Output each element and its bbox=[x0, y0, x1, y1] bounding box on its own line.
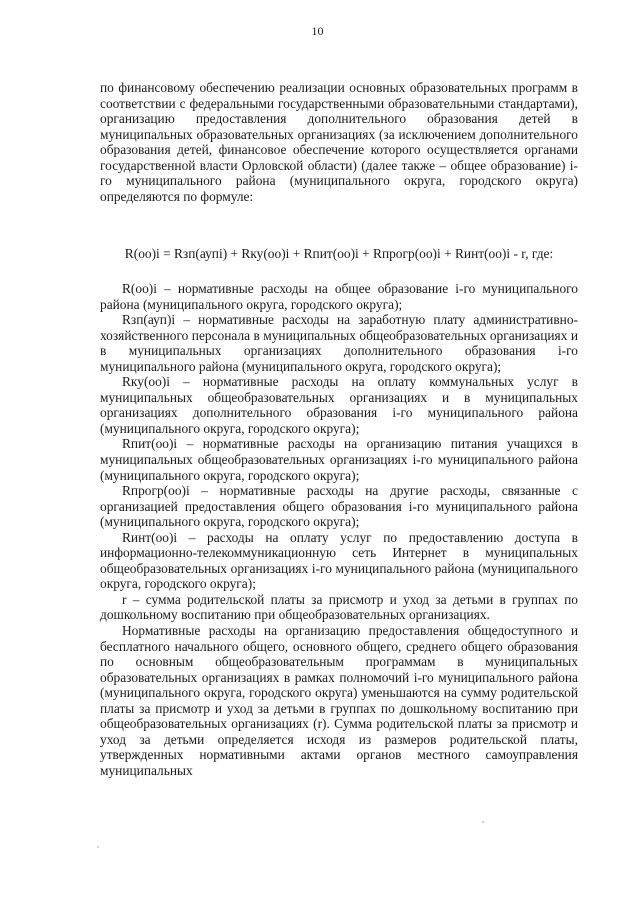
scan-speck bbox=[97, 846, 99, 848]
scan-speck bbox=[482, 821, 484, 823]
definition-r-int-oo: Rинт(оо)i – расходы на оплату услуг по предоставлению доступа в информационно-телекоммуникационную сеть Интернет в муниципальных общеобразовательных организациях i-го муниципального района (муниципального округа, городского округа); bbox=[100, 529, 578, 592]
intro-text: по финансовому обеспечению реализации основных образовательных программ в соответствии с федеральными государственными образовательными стандартами), организацию предоставления дополнительного образования детей в муниципальных образовательных организациях (за исключением дополнительного образования детей, финансовое обеспечение которого осуществляется органами государственной власти Орловской области) (далее также – общее образование) i-го муниципального района (муниципального округа, городского округа) определяются по формуле: bbox=[100, 80, 578, 204]
formula: R(оо)i = Rзп(аупi) + Rку(оо)i + Rпит(оо)i + Rпрогр(оо)i + Rинт(оо)i - r, где: bbox=[124, 246, 554, 261]
definitions-list bbox=[100, 281, 578, 779]
paragraph-normative-expenses: Нормативные расходы на организацию предоставления общедоступного и бесплатного начального общего, основного общего, среднего общего образования по основным общеобразовательным программам в муниципальных образовательных организациях в рамках полномочий i-го муниципального района (муниципального округа, городского округа) уменьшаются на сумму родительской платы за присмотр и уход за детьми в группах по дошкольному воспитанию при общеобразовательных организациях (r). Сумма родительской платы за присмотр и уход за детьми определяется исходя из размеров родительской платы, утвержденных нормативными актами органов местного самоуправления муниципальных bbox=[100, 623, 578, 778]
definition-r-parent-fee: r – сумма родительской платы за присмотр и уход за детьми в группах по дошкольному воспитанию при общеобразовательных организациях. bbox=[100, 591, 578, 623]
definition-r-ku-oo: Rку(оо)i – нормативные расходы на оплату коммунальных услуг в муниципальных общеобразовательных организациях и в муниципальных организациях дополнительного образования i-го муниципального района (муниципального округа, городского округа); bbox=[100, 374, 578, 436]
definition-r-progr-oo: Rпрогр(оо)i – нормативные расходы на другие расходы, связанные с организацией предоставления общего образования i-го муниципального района (муниципального округа, городского округа); bbox=[100, 483, 578, 530]
intro-paragraph bbox=[100, 80, 578, 204]
definition-r-pit-oo: Rпит(оо)i – нормативные расходы на организацию питания учащихся в муниципальных общеобразовательных организациях i-го муниципального района (муниципального округа, городского округа); bbox=[100, 436, 578, 483]
definition-r-zp-aup: Rзп(ауп)i – нормативные расходы на заработную плату административно-хозяйственного персонала в муниципальных общеобразовательных организациях и в муниципальных организациях дополнительного образования i-го муниципального района (муниципального округа, городского округа); bbox=[100, 312, 578, 374]
page-number: 10 bbox=[311, 24, 324, 38]
definition-r-oo: R(оо)i – нормативные расходы на общее образование i-го муниципального района (муниципального округа, городского округа); bbox=[100, 281, 578, 312]
